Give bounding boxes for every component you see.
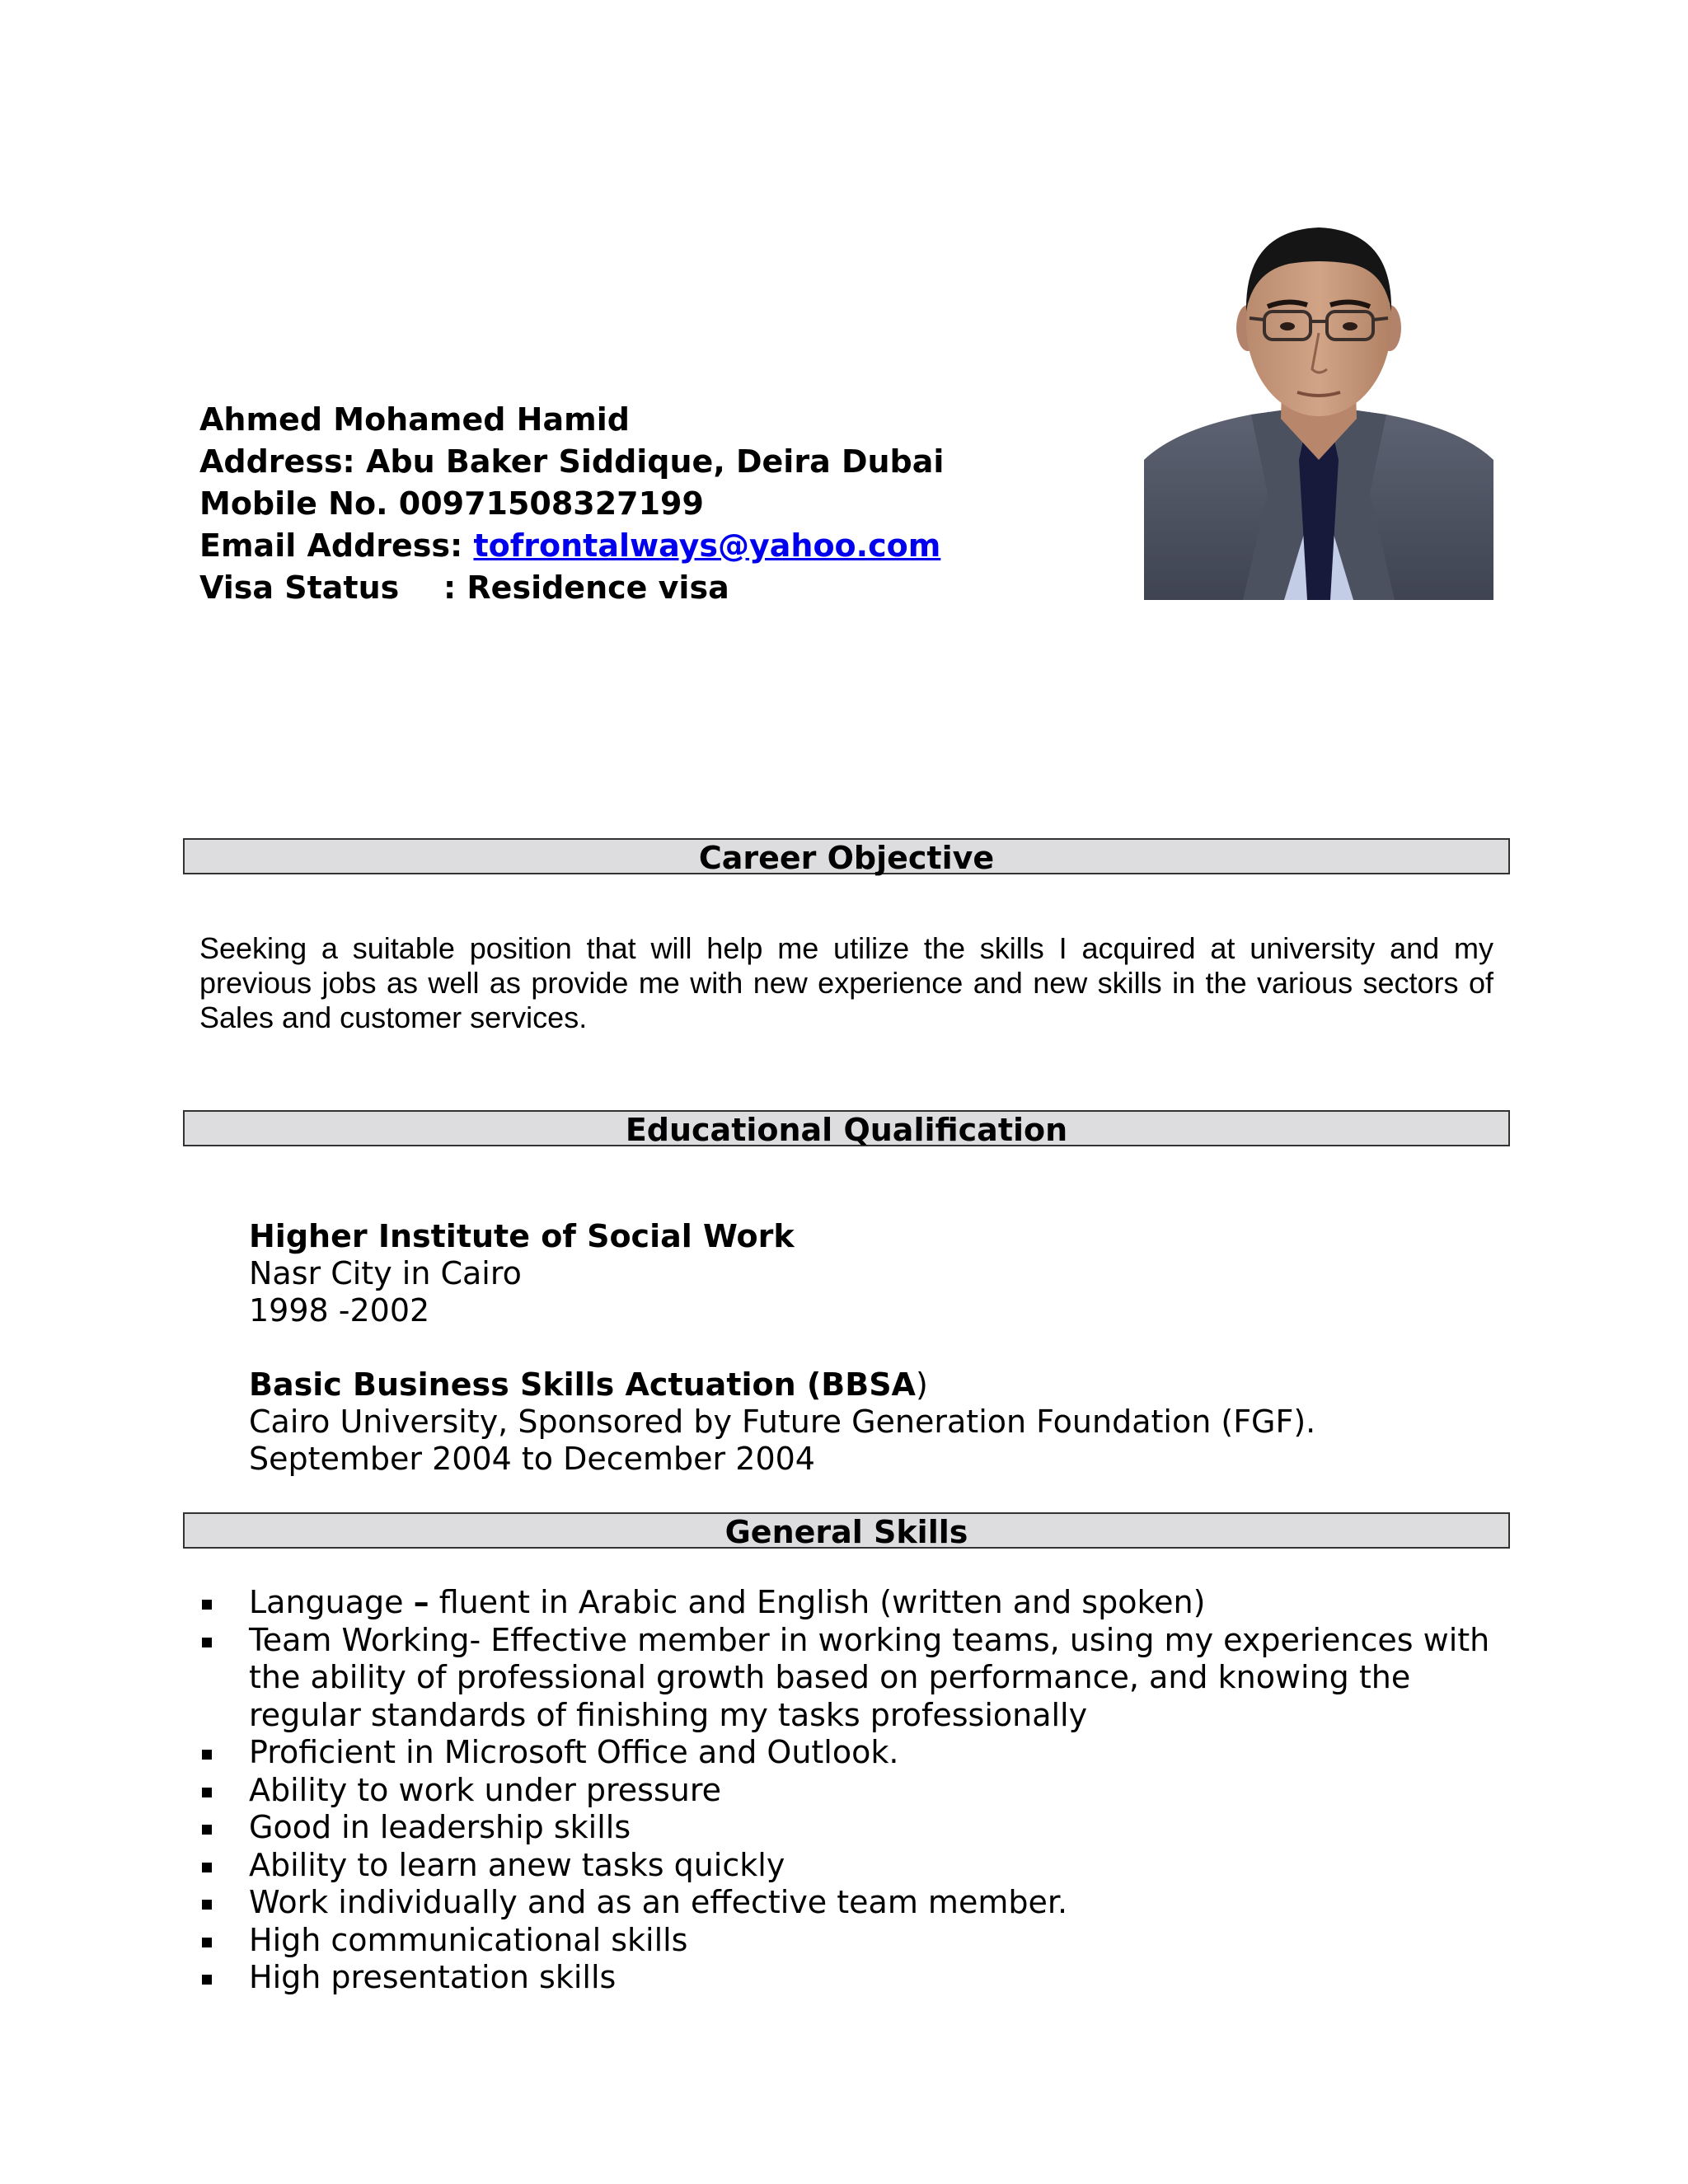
education-location: Cairo University, Sponsored by Future Generation Foundation (FGF). xyxy=(249,1404,1316,1440)
skill-text: Ability to work under pressure xyxy=(249,1771,722,1808)
email-line xyxy=(199,525,944,567)
skill-text: Proficient in Microsoft Office and Outlook. xyxy=(249,1734,899,1770)
skill-language-text: fluent in Arabic and English (written and spoken) xyxy=(429,1584,1206,1620)
visa-value: : Residence visa xyxy=(443,569,729,606)
skill-language-dash: – xyxy=(413,1584,429,1620)
skill-language-prefix: Language xyxy=(249,1584,414,1620)
education-dates: 1998 -2002 xyxy=(249,1292,430,1329)
profile-photo xyxy=(1144,213,1493,600)
skills-list xyxy=(199,1584,1518,1997)
bullet-icon xyxy=(202,1825,212,1835)
bullet-icon xyxy=(202,1750,212,1760)
list-item xyxy=(199,1922,1518,1960)
skill-text: Good in leadership skills xyxy=(249,1809,631,1845)
contact-block xyxy=(199,399,944,609)
list-item xyxy=(199,1622,1518,1735)
list-item xyxy=(199,1884,1518,1922)
visa-label: Visa Status xyxy=(199,569,400,606)
address-line: Address: Abu Baker Siddique, Deira Dubai xyxy=(199,443,945,480)
mobile-line: Mobile No. 00971508327199 xyxy=(199,485,704,522)
section-general-skills: General Skills xyxy=(183,1512,1510,1549)
bullet-icon xyxy=(202,1788,212,1797)
skill-text: High presentation skills xyxy=(249,1959,617,1995)
skill-text: Ability to learn anew tasks quickly xyxy=(249,1846,785,1883)
list-item xyxy=(199,1584,1518,1622)
education-entry xyxy=(249,1366,1315,1478)
education-title-tail: ) xyxy=(915,1366,928,1403)
bullet-icon xyxy=(202,1975,212,1985)
skill-text: High communicational skills xyxy=(249,1921,688,1958)
list-item xyxy=(199,1847,1518,1885)
email-link[interactable]: tofrontalways@yahoo.com xyxy=(473,527,941,564)
list-item xyxy=(199,1772,1518,1810)
education-title: Higher Institute of Social Work xyxy=(249,1218,795,1254)
education-location: Nasr City in Cairo xyxy=(249,1255,522,1291)
section-educational-qualification: Educational Qualification xyxy=(183,1110,1510,1146)
section-career-objective: Career Objective xyxy=(183,838,1510,874)
list-item xyxy=(199,1734,1518,1772)
education-entry xyxy=(249,1218,795,1329)
education-dates: September 2004 to December 2004 xyxy=(249,1441,815,1477)
list-item xyxy=(199,1809,1518,1847)
email-label: Email Address: xyxy=(199,527,463,564)
candidate-name: Ahmed Mohamed Hamid xyxy=(199,401,630,438)
bullet-icon xyxy=(202,1900,212,1910)
bullet-icon xyxy=(202,1863,212,1872)
bullet-icon xyxy=(202,1600,212,1610)
list-item xyxy=(199,1959,1518,1997)
career-objective-text: Seeking a suitable position that will help me utilize the skills I acquired at university and my previous jobs as well as provide me with new experience and new skills in the various sectors of Sales and customer services. xyxy=(199,931,1493,1034)
visa-line xyxy=(199,567,944,609)
skill-text: Team Working- Effective member in working teams, using my experiences with the ability of professional growth based on performance, and knowing the regular standards of finishing my tasks professionally xyxy=(249,1621,1490,1733)
education-title: Basic Business Skills Actuation (BBSA xyxy=(249,1366,916,1403)
bullet-icon xyxy=(202,1638,212,1647)
bullet-icon xyxy=(202,1938,212,1947)
skill-text: Work individually and as an effective team member. xyxy=(249,1884,1068,1920)
